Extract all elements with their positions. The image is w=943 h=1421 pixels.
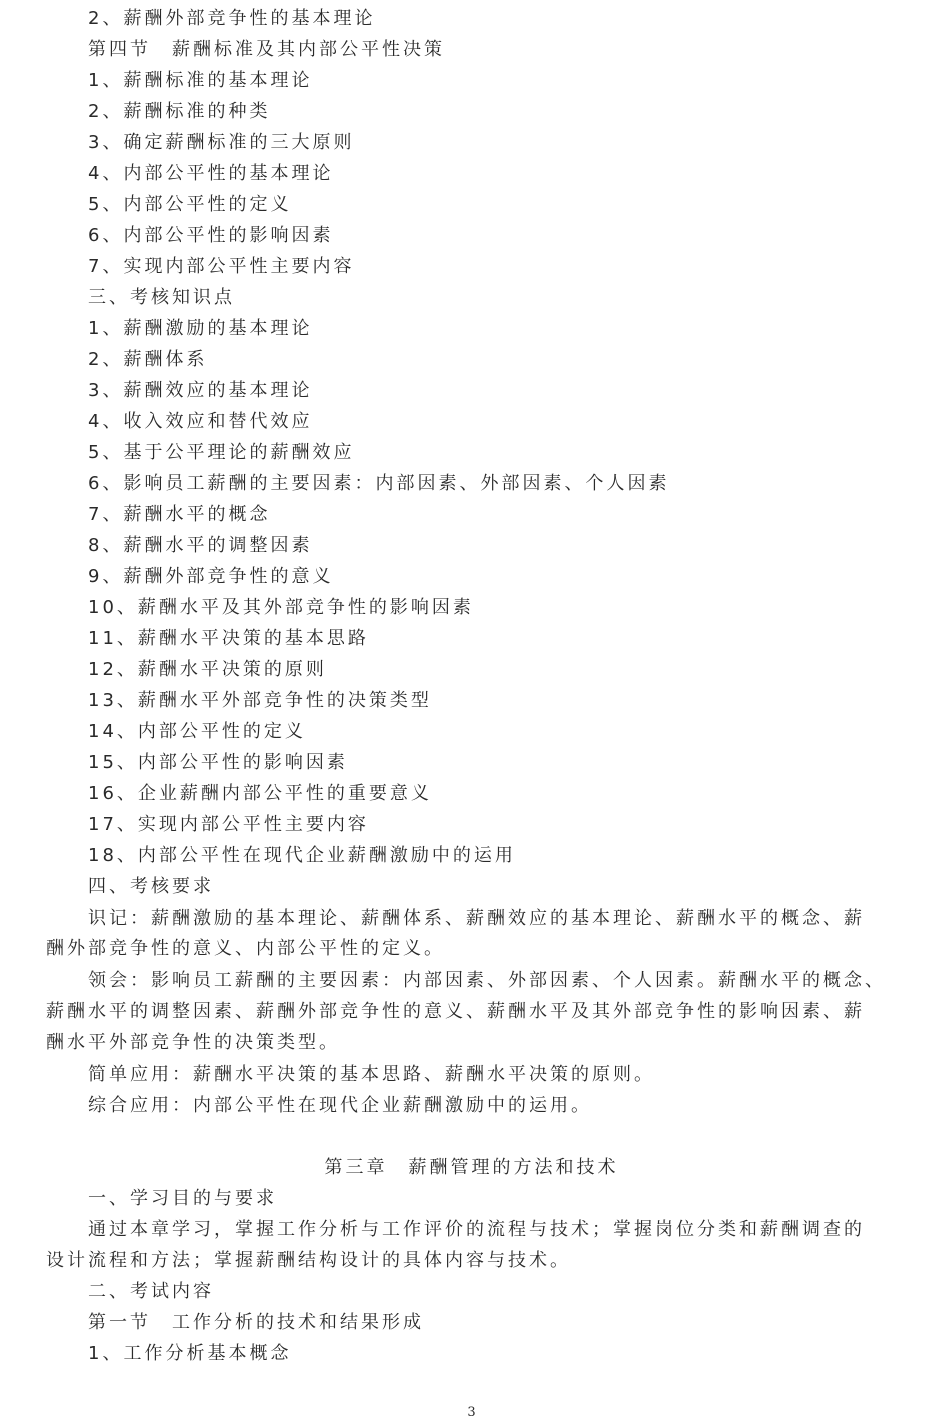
list-item: 5、内部公平性的定义 [88,194,292,215]
list-item: 12、薪酬水平决策的原则 [88,659,327,680]
chapter-title: 第三章 薪酬管理的方法和技术 [324,1157,619,1178]
list-item: 6、影响员工薪酬的主要因素：内部因素、外部因素、个人因素 [88,473,670,494]
paragraph-line: 酬外部竞争性的意义、内部公平性的定义。 [46,938,445,959]
list-item: 8、薪酬水平的调整因素 [88,535,313,556]
list-item: 1、薪酬激励的基本理论 [88,318,313,339]
list-item: 14、内部公平性的定义 [88,721,306,742]
list-item: 5、基于公平理论的薪酬效应 [88,442,355,463]
list-item: 1、薪酬标准的基本理论 [88,70,313,91]
list-item: 10、薪酬水平及其外部竞争性的影响因素 [88,597,474,618]
list-item: 2、薪酬体系 [88,349,208,370]
list-item: 15、内部公平性的影响因素 [88,752,348,773]
list-item: 2、薪酬外部竞争性的基本理论 [88,8,376,29]
list-item: 16、企业薪酬内部公平性的重要意义 [88,783,432,804]
paragraph-line: 识记：薪酬激励的基本理论、薪酬体系、薪酬效应的基本理论、薪酬水平的概念、薪 [88,908,865,929]
list-item: 7、实现内部公平性主要内容 [88,256,355,277]
paragraph-line: 设计流程和方法；掌握薪酬结构设计的具体内容与技术。 [46,1250,571,1271]
list-item: 17、实现内部公平性主要内容 [88,814,369,835]
paragraph-line: 简单应用：薪酬水平决策的基本思路、薪酬水平决策的原则。 [88,1064,655,1085]
list-item: 4、内部公平性的基本理论 [88,163,334,184]
paragraph-line: 薪酬水平的调整因素、薪酬外部竞争性的意义、薪酬水平及其外部竞争性的影响因素、薪 [46,1001,865,1022]
section-heading: 四、考核要求 [88,876,214,897]
list-item: 18、内部公平性在现代企业薪酬激励中的运用 [88,845,516,866]
list-item: 3、确定薪酬标准的三大原则 [88,132,355,153]
section-heading: 一、学习目的与要求 [88,1188,277,1209]
paragraph-line: 酬水平外部竞争性的决策类型。 [46,1032,340,1053]
list-item: 4、收入效应和替代效应 [88,411,313,432]
list-item: 2、薪酬标准的种类 [88,101,271,122]
list-item: 7、薪酬水平的概念 [88,504,271,525]
list-item: 11、薪酬水平决策的基本思路 [88,628,369,649]
section-heading: 第一节 工作分析的技术和结果形成 [88,1312,424,1333]
section-heading: 第四节 薪酬标准及其内部公平性决策 [88,39,445,60]
list-item: 3、薪酬效应的基本理论 [88,380,313,401]
list-item: 6、内部公平性的影响因素 [88,225,334,246]
paragraph-line: 领会：影响员工薪酬的主要因素：内部因素、外部因素、个人因素。薪酬水平的概念、 [88,970,886,991]
section-heading: 三、考核知识点 [88,287,235,308]
page-number: 3 [467,1405,476,1420]
list-item: 9、薪酬外部竞争性的意义 [88,566,334,587]
section-heading: 二、考试内容 [88,1281,214,1302]
list-item: 13、薪酬水平外部竞争性的决策类型 [88,690,432,711]
list-item: 1、工作分析基本概念 [88,1343,292,1364]
paragraph-line: 综合应用：内部公平性在现代企业薪酬激励中的运用。 [88,1095,592,1116]
paragraph-line: 通过本章学习，掌握工作分析与工作评价的流程与技术；掌握岗位分类和薪酬调查的 [88,1219,865,1240]
